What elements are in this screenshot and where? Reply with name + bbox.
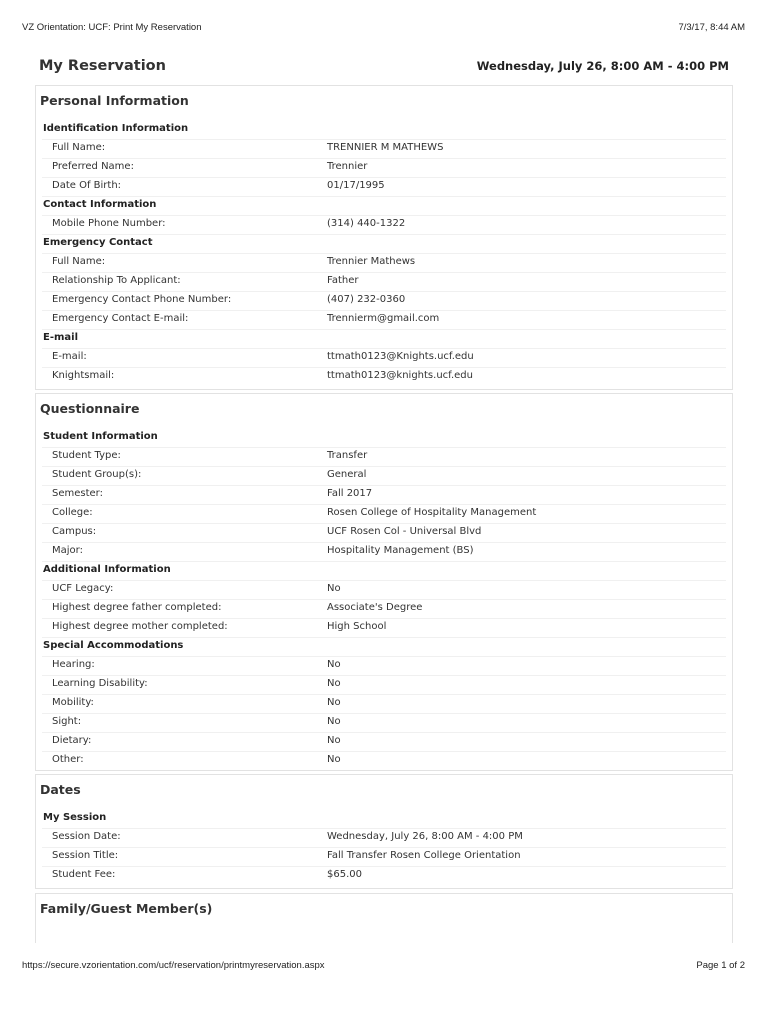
- table-row: [42, 447, 726, 467]
- section-heading: Special Accommodations: [42, 637, 726, 657]
- field-value: Hospitality Management (BS): [327, 545, 474, 556]
- panel-title: Questionnaire: [40, 401, 140, 416]
- section-heading: Additional Information: [42, 561, 726, 581]
- panel-title: Family/Guest Member(s): [40, 901, 213, 916]
- field-label: Dietary:: [52, 735, 92, 746]
- session-datetime: Wednesday, July 26, 8:00 AM - 4:00 PM: [476, 59, 729, 73]
- table-row: [42, 485, 726, 505]
- field-value: No: [327, 716, 341, 727]
- field-label: Hearing:: [52, 659, 95, 670]
- field-value: Trennier Mathews: [327, 256, 416, 267]
- field-label: College:: [52, 507, 93, 518]
- field-value: Wednesday, July 26, 8:00 AM - 4:00 PM: [327, 831, 523, 842]
- field-value: UCF Rosen Col - Universal Blvd: [327, 526, 482, 537]
- table-row: [42, 504, 726, 524]
- table-row: [42, 656, 726, 676]
- field-value: TRENNIER M MATHEWS: [327, 142, 444, 153]
- field-value: Fall 2017: [327, 488, 373, 499]
- print-header: [22, 22, 745, 33]
- field-label: Knightsmail:: [52, 370, 115, 381]
- table-row: [42, 542, 726, 562]
- table-row: [42, 828, 726, 848]
- table-row: [42, 291, 726, 311]
- table-row: [42, 310, 726, 330]
- field-value: No: [327, 754, 341, 765]
- table-row: [42, 215, 726, 235]
- field-label: Date Of Birth:: [52, 180, 122, 191]
- table-row: [42, 177, 726, 197]
- table-row: [42, 580, 726, 600]
- field-value: Father: [327, 275, 359, 286]
- table-row: [42, 367, 726, 386]
- field-label: Mobile Phone Number:: [52, 218, 166, 229]
- table-row: [42, 694, 726, 714]
- field-label: E-mail:: [52, 351, 87, 362]
- table-row: [42, 272, 726, 292]
- field-label: Full Name:: [52, 142, 106, 153]
- field-label: UCF Legacy:: [52, 583, 114, 594]
- section-heading: My Session: [42, 809, 726, 829]
- table-row: [42, 523, 726, 543]
- dates-panel: [35, 774, 733, 889]
- section-heading: Student Information: [42, 428, 726, 448]
- field-value: Trennier: [327, 161, 368, 172]
- field-label: Full Name:: [52, 256, 106, 267]
- table-row: [42, 348, 726, 368]
- page-number: Page 1 of 2: [696, 960, 745, 971]
- section-heading: E-mail: [42, 329, 726, 349]
- questionnaire-panel: [35, 393, 733, 771]
- field-value: General: [327, 469, 367, 480]
- field-label: Student Group(s):: [52, 469, 142, 480]
- field-value: 01/17/1995: [327, 180, 385, 191]
- field-label: Other:: [52, 754, 84, 765]
- panel-title: Personal Information: [40, 93, 189, 108]
- table-row: [42, 139, 726, 159]
- field-label: Session Title:: [52, 850, 119, 861]
- field-value: Fall Transfer Rosen College Orientation: [327, 850, 521, 861]
- field-label: Learning Disability:: [52, 678, 148, 689]
- field-value: Rosen College of Hospitality Management: [327, 507, 537, 518]
- table-row: [42, 466, 726, 486]
- table-row: [42, 732, 726, 752]
- print-header-title: VZ Orientation: UCF: Print My Reservation: [22, 22, 202, 33]
- field-label: Student Fee:: [52, 869, 116, 880]
- table-row: [42, 675, 726, 695]
- table-row: [42, 847, 726, 867]
- field-label: Relationship To Applicant:: [52, 275, 181, 286]
- personal-information-panel: [35, 85, 733, 390]
- field-label: Sight:: [52, 716, 82, 727]
- field-value: (407) 232-0360: [327, 294, 406, 305]
- field-value: ttmath0123@knights.ucf.edu: [327, 370, 473, 381]
- table-row: [42, 599, 726, 619]
- title-row: [39, 58, 729, 74]
- field-label: Mobility:: [52, 697, 94, 708]
- field-value: ttmath0123@Knights.ucf.edu: [327, 351, 474, 362]
- field-value: No: [327, 583, 341, 594]
- table-row: [42, 713, 726, 733]
- field-value: No: [327, 678, 341, 689]
- family-guest-panel: [35, 893, 733, 943]
- field-label: Preferred Name:: [52, 161, 134, 172]
- section-heading: Emergency Contact: [42, 234, 726, 254]
- table-row: [42, 618, 726, 638]
- section-heading: Contact Information: [42, 196, 726, 216]
- field-value: $65.00: [327, 869, 362, 880]
- section-heading: Identification Information: [42, 120, 726, 140]
- field-value: Transfer: [327, 450, 368, 461]
- field-label: Highest degree mother completed:: [52, 621, 228, 632]
- table-row: [42, 158, 726, 178]
- print-footer: [22, 960, 745, 971]
- field-label: Session Date:: [52, 831, 121, 842]
- print-footer-url: https://secure.vzorientation.com/ucf/reservation/printmyreservation.aspx: [22, 960, 325, 971]
- table-row: [42, 866, 726, 885]
- field-value: No: [327, 697, 341, 708]
- field-label: Emergency Contact Phone Number:: [52, 294, 232, 305]
- page-title: My Reservation: [39, 58, 166, 74]
- field-value: (314) 440-1322: [327, 218, 406, 229]
- table-row: [42, 253, 726, 273]
- field-value: Associate's Degree: [327, 602, 423, 613]
- field-label: Campus:: [52, 526, 97, 537]
- panel-title: Dates: [40, 782, 81, 797]
- field-value: No: [327, 659, 341, 670]
- field-label: Major:: [52, 545, 83, 556]
- field-value: High School: [327, 621, 387, 632]
- field-value: No: [327, 735, 341, 746]
- field-label: Highest degree father completed:: [52, 602, 222, 613]
- field-label: Semester:: [52, 488, 103, 499]
- print-header-timestamp: 7/3/17, 8:44 AM: [678, 22, 745, 33]
- field-value: Trennierm@gmail.com: [327, 313, 440, 324]
- field-label: Student Type:: [52, 450, 121, 461]
- field-label: Emergency Contact E-mail:: [52, 313, 189, 324]
- table-row: [42, 751, 726, 770]
